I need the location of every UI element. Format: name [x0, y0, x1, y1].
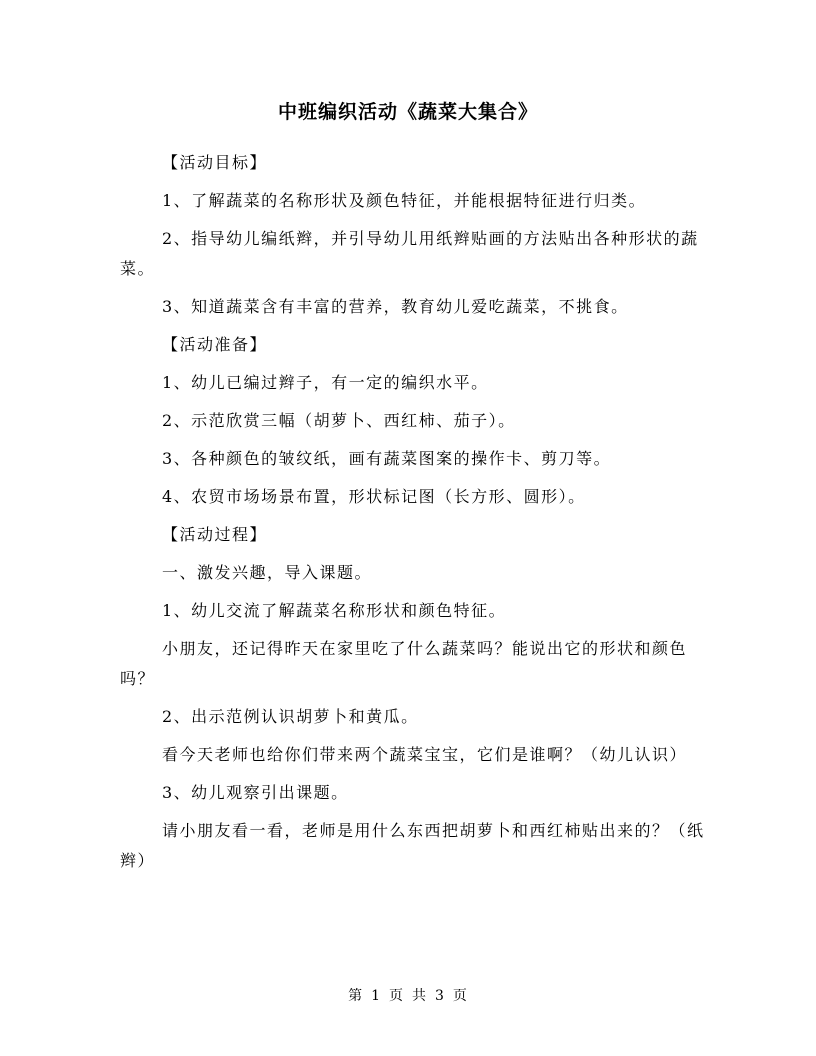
paragraph: 2、出示范例认识胡萝卜和黄瓜。	[162, 707, 419, 726]
paragraph: 1、幼儿交流了解蔬菜名称形状和颜色特征。	[162, 601, 507, 620]
footer-label-page-unit: 页	[389, 988, 404, 1004]
section-heading-process: 【活动过程】	[162, 525, 268, 544]
paragraph: 3、各种颜色的皱纹纸，画有蔬菜图案的操作卡、剪刀等。	[162, 449, 612, 468]
page-footer	[0, 986, 816, 1006]
paragraph: 2、指导幼儿编纸辫，并引导幼儿用纸辫贴画的方法贴出各种形状的蔬菜。	[120, 229, 699, 278]
paragraph: 3、幼儿观察引出课题。	[162, 783, 349, 802]
document-title: 中班编织活动《蔬菜大集合》	[277, 101, 538, 123]
footer-label-total-unit: 页	[452, 988, 468, 1004]
document-body	[120, 148, 706, 884]
section-heading-preparation: 【活动准备】	[162, 335, 268, 354]
paragraph: 请小朋友看一看，老师是用什么东西把胡萝卜和西红柿贴出来的？（纸辫）	[120, 821, 705, 870]
paragraph: 一、激发兴趣，导入课题。	[162, 563, 373, 582]
paragraph: 3、知道蔬菜含有丰富的营养，教育幼儿爱吃蔬菜，不挑食。	[162, 297, 629, 316]
paragraph: 小朋友，还记得昨天在家里吃了什么蔬菜吗？能说出它的形状和颜色吗？	[120, 639, 688, 688]
paragraph: 4、农贸市场场景布置，形状标记图（长方形、圆形）。	[162, 487, 586, 506]
footer-label-total: 共	[412, 988, 427, 1004]
footer-label-page: 第	[348, 988, 364, 1004]
section-heading-goals: 【活动目标】	[162, 153, 268, 172]
footer-current-page: 1	[371, 988, 381, 1004]
paragraph: 1、幼儿已编过辫子，有一定的编织水平。	[162, 373, 489, 392]
paragraph: 2、示范欣赏三幅（胡萝卜、西红柿、茄子）。	[162, 411, 516, 430]
paragraph: 看今天老师也给你们带来两个蔬菜宝宝，它们是谁啊？（幼儿认识）	[162, 745, 688, 764]
paragraph: 1、了解蔬菜的名称形状及颜色特征，并能根据特征进行归类。	[162, 191, 647, 210]
footer-total-pages: 3	[435, 988, 445, 1004]
